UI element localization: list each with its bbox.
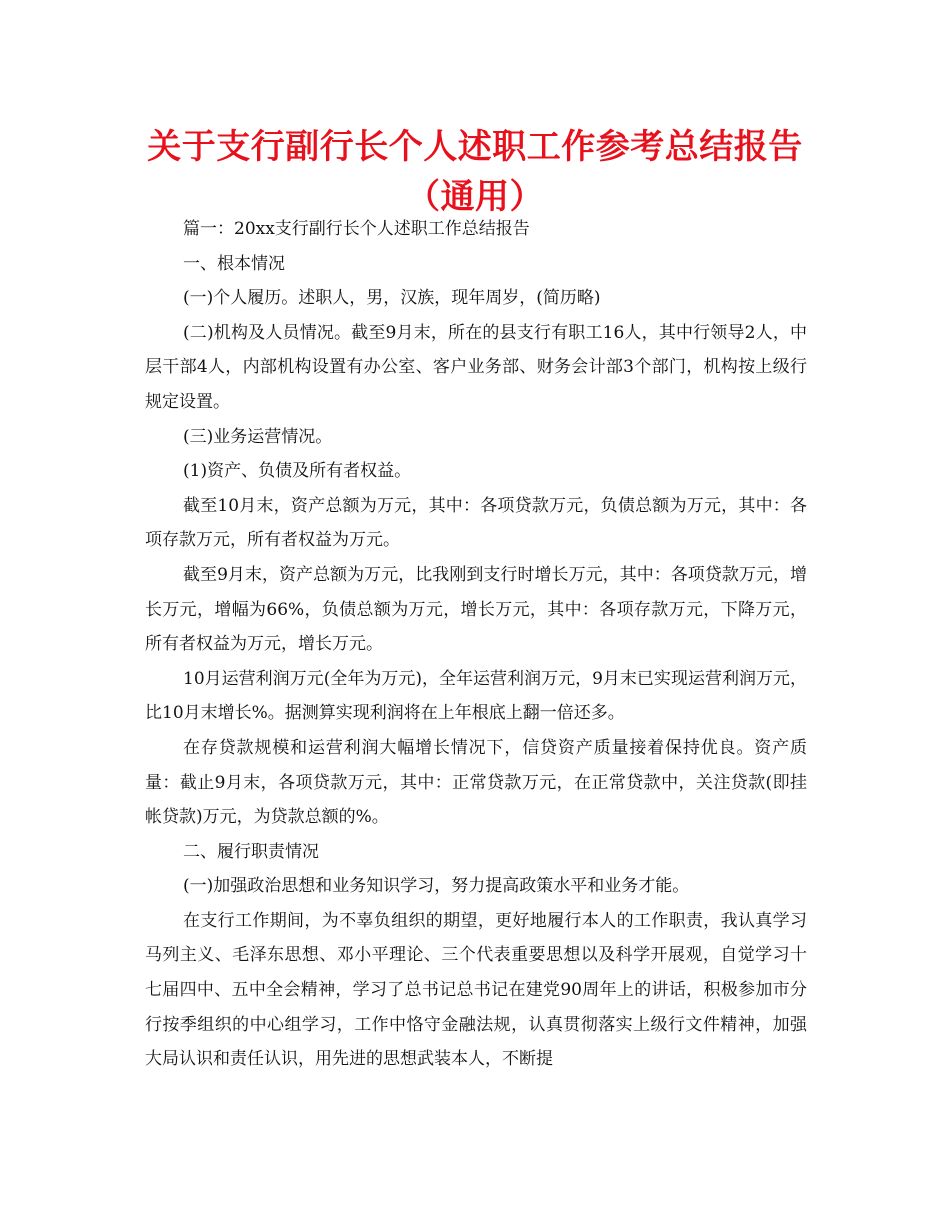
paragraph: 在存贷款规模和运营利润大幅增长情况下，信贷资产质量接着保持优良。资产质量：截止9月末，各项贷款万元，其中：正常贷款万元，在正常贷款中，关注贷款(即挂帐贷款)万元，为贷款总额的%。 [145,737,807,828]
paragraph: (1)资产、负债及所有者权益。 [183,461,412,482]
paragraph: 截至9月末，资产总额为万元，比我刚到支行时增长万元，其中：各项贷款万元，增长万元，增幅为66%，负债总额为万元，增长万元，其中：各项存款万元，下降万元，所有者权益为万元，增长万元。 [145,564,807,655]
document-body [145,212,807,1077]
paragraph: (二)机构及人员情况。截至9月末，所在的县支行有职工16人，其中行领导2人，中层干部4人，内部机构设置有办公室、客户业务部、财务会计部3个部门，机构按上级行规定设置。 [145,322,807,412]
paragraph: 截至10月末，资产总额为万元，其中：各项贷款万元，负债总额为万元，其中：各项存款万元，所有者权益为万元。 [145,495,807,551]
paragraph: 10月运营利润万元(全年为万元)，全年运营利润万元，9月末已实现运营利润万元，比10月末增长%。据测算实现利润将在上年根底上翻一倍还多。 [145,668,807,724]
paragraph: 在支行工作期间，为不辜负组织的期望，更好地履行本人的工作职责，我认真学习马列主义、毛泽东思想、邓小平理论、三个代表重要思想以及科学开展观，自觉学习十七届四中、五中全会精神，学习了总书记总书记在建党90周年上的讲话，积极参加市分行按季组织的中心组学习，工作中恪守金融法规，认真贯彻落实上级行文件精神，加强大局认识和责任认识，用先进的思想武装本人，不断提 [145,910,807,1070]
paragraph: (三)业务运营情况。 [183,426,333,447]
section-heading: 一、根本情况 [183,253,285,274]
paragraph: 篇一：20xx支行副行长个人述职工作总结报告 [183,219,530,239]
document-title: 关于支行副行长个人述职工作参考总结报告（通用） [147,127,803,217]
section-heading: 二、履行职责情况 [183,841,319,862]
paragraph: (一)个人履历。述职人，男，汉族，现年周岁，(简历略) [183,288,601,309]
paragraph: (一)加强政治思想和业务知识学习，努力提高政策水平和业务才能。 [183,876,690,897]
